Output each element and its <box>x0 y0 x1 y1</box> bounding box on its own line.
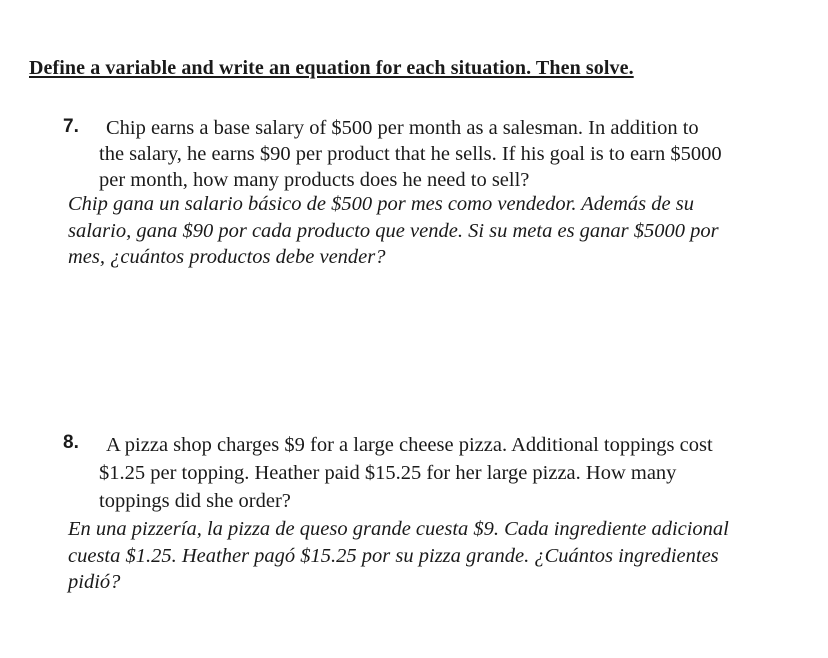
spanish-line: mes, ¿cuántos productos debe vender? <box>68 246 386 268</box>
problem-spanish-text <box>68 191 788 271</box>
instructions-heading: Define a variable and write an equation for each situation. Then solve. <box>29 57 634 79</box>
problem-english-text <box>99 115 779 193</box>
english-line: the salary, he earns $90 per product that he sells. If his goal is to earn $5000 <box>99 143 722 165</box>
english-line: $1.25 per topping. Heather paid $15.25 for her large pizza. How many <box>99 462 677 484</box>
problem-number: 7. <box>63 116 79 137</box>
english-line: toppings did she order? <box>99 490 291 512</box>
english-line: per month, how many products does he need to sell? <box>99 169 530 191</box>
spanish-line: cuesta $1.25. Heather pagó $15.25 por su pizza grande. ¿Cuántos ingredientes <box>68 544 719 567</box>
spanish-line: Chip gana un salario básico de $500 por mes como vendedor. Además de su <box>68 193 694 215</box>
spanish-line: En una pizzería, la pizza de queso grande cuesta $9. Cada ingrediente adicional <box>68 518 729 540</box>
spanish-line: salario, gana $90 por cada producto que vende. Si su meta es ganar $5000 por <box>68 219 719 242</box>
spanish-line: pidió? <box>68 571 121 593</box>
problem-spanish-text <box>68 516 788 596</box>
english-line: Chip earns a base salary of $500 per month as a salesman. In addition to <box>106 117 699 139</box>
english-line: A pizza shop charges $9 for a large cheese pizza. Additional toppings cost <box>106 434 713 456</box>
problem-number: 8. <box>63 432 79 453</box>
problem-english-text <box>99 431 779 515</box>
